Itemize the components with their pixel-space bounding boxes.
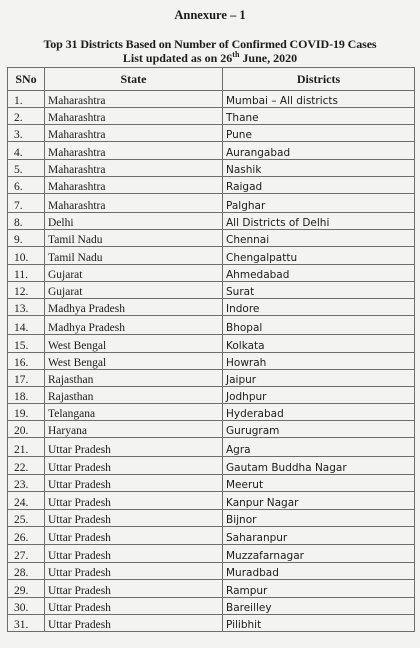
- table-row: [8, 404, 415, 421]
- table-row: [8, 142, 415, 160]
- header-sno: SNo: [8, 68, 45, 91]
- table-row: [8, 387, 415, 404]
- table-row: [8, 194, 415, 213]
- row-district: Kolkata: [223, 335, 415, 353]
- row-state: Madhya Pradesh: [45, 316, 223, 335]
- table-row: [8, 177, 415, 194]
- table-row: [8, 353, 415, 370]
- row-state: Gujarat: [45, 282, 223, 299]
- table-row: [8, 299, 415, 316]
- row-district: Howrah: [223, 353, 415, 370]
- table-row: [8, 282, 415, 299]
- table-row: [8, 108, 415, 125]
- row-state: Uttar Pradesh: [45, 438, 223, 457]
- row-state: Uttar Pradesh: [45, 457, 223, 475]
- table-row: [8, 438, 415, 457]
- row-state: Maharashtra: [45, 125, 223, 142]
- row-state: Uttar Pradesh: [45, 545, 223, 563]
- row-sno: 18.: [8, 387, 45, 404]
- row-sno: 4.: [8, 142, 45, 160]
- row-sno: 29.: [8, 580, 45, 598]
- row-sno: 8.: [8, 213, 45, 230]
- row-district: Gautam Buddha Nagar: [223, 457, 415, 475]
- row-district: Pune: [223, 125, 415, 142]
- row-sno: 20.: [8, 421, 45, 438]
- row-district: Bijnor: [223, 510, 415, 527]
- row-sno: 12.: [8, 282, 45, 299]
- table-row: [8, 160, 415, 177]
- row-district: Bareilley: [223, 598, 415, 615]
- row-state: Maharashtra: [45, 160, 223, 177]
- subtitle-prefix: List updated as on 26: [122, 51, 233, 65]
- subtitle-suffix: June, 2020: [239, 51, 298, 65]
- row-sno: 26.: [8, 527, 45, 545]
- table-header-row: [8, 68, 415, 91]
- table-row: [8, 247, 415, 265]
- table-title: Top 31 Districts Based on Number of Confirmed COVID-19 Cases: [43, 37, 377, 51]
- row-sno: 13.: [8, 299, 45, 316]
- row-sno: 24.: [8, 492, 45, 510]
- districts-table: [7, 67, 415, 632]
- subtitle-superscript: th: [232, 50, 240, 59]
- row-sno: 7.: [8, 194, 45, 213]
- row-state: Maharashtra: [45, 91, 223, 108]
- row-state: Uttar Pradesh: [45, 615, 223, 632]
- row-sno: 10.: [8, 247, 45, 265]
- row-sno: 2.: [8, 108, 45, 125]
- table-row: [8, 316, 415, 335]
- row-sno: 15.: [8, 335, 45, 353]
- row-district: Meerut: [223, 475, 415, 492]
- row-district: Chennai: [223, 230, 415, 247]
- table-row: [8, 615, 415, 632]
- row-state: Maharashtra: [45, 142, 223, 160]
- table-row: [8, 213, 415, 230]
- row-sno: 21.: [8, 438, 45, 457]
- table-body: [8, 91, 415, 632]
- header-state: State: [45, 68, 223, 91]
- row-state: Madhya Pradesh: [45, 299, 223, 316]
- row-state: Tamil Nadu: [45, 230, 223, 247]
- row-sno: 28.: [8, 563, 45, 580]
- table-row: [8, 475, 415, 492]
- row-district: Saharanpur: [223, 527, 415, 545]
- row-district: Chengalpattu: [223, 247, 415, 265]
- row-state: Rajasthan: [45, 387, 223, 404]
- row-state: Haryana: [45, 421, 223, 438]
- row-state: Maharashtra: [45, 194, 223, 213]
- row-district: Palghar: [223, 194, 415, 213]
- row-state: Maharashtra: [45, 108, 223, 125]
- annexure-heading: Annexure – 1: [174, 8, 246, 22]
- row-state: Delhi: [45, 213, 223, 230]
- row-state: Telangana: [45, 404, 223, 421]
- row-state: Maharashtra: [45, 177, 223, 194]
- row-district: Jaipur: [223, 370, 415, 387]
- table-row: [8, 545, 415, 563]
- row-district: Agra: [223, 438, 415, 457]
- header-districts: Districts: [223, 68, 415, 91]
- row-state: Uttar Pradesh: [45, 510, 223, 527]
- table-row: [8, 125, 415, 142]
- row-district: Aurangabad: [223, 142, 415, 160]
- row-district: Surat: [223, 282, 415, 299]
- row-district: Muradbad: [223, 563, 415, 580]
- table-row: [8, 580, 415, 598]
- row-sno: 27.: [8, 545, 45, 563]
- row-district: Muzzafarnagar: [223, 545, 415, 563]
- row-district: Rampur: [223, 580, 415, 598]
- row-state: Uttar Pradesh: [45, 475, 223, 492]
- row-district: Nashik: [223, 160, 415, 177]
- row-state: West Bengal: [45, 353, 223, 370]
- row-sno: 6.: [8, 177, 45, 194]
- row-district: Pilibhit: [223, 615, 415, 632]
- row-sno: 31.: [8, 615, 45, 632]
- row-sno: 19.: [8, 404, 45, 421]
- row-sno: 9.: [8, 230, 45, 247]
- row-state: West Bengal: [45, 335, 223, 353]
- table-row: [8, 492, 415, 510]
- table-row: [8, 527, 415, 545]
- row-district: Thane: [223, 108, 415, 125]
- row-sno: 1.: [8, 91, 45, 108]
- table-row: [8, 91, 415, 108]
- row-district: All Districts of Delhi: [223, 213, 415, 230]
- row-state: Uttar Pradesh: [45, 563, 223, 580]
- row-state: Tamil Nadu: [45, 247, 223, 265]
- table-row: [8, 421, 415, 438]
- row-sno: 23.: [8, 475, 45, 492]
- row-district: Jodhpur: [223, 387, 415, 404]
- row-sno: 3.: [8, 125, 45, 142]
- table-row: [8, 598, 415, 615]
- table-subtitle: [0, 50, 420, 66]
- row-district: Hyderabad: [223, 404, 415, 421]
- row-district: Indore: [223, 299, 415, 316]
- row-state: Uttar Pradesh: [45, 492, 223, 510]
- row-state: Gujarat: [45, 265, 223, 282]
- row-sno: 5.: [8, 160, 45, 177]
- row-district: Gurugram: [223, 421, 415, 438]
- row-sno: 11.: [8, 265, 45, 282]
- row-state: Uttar Pradesh: [45, 598, 223, 615]
- table-row: [8, 370, 415, 387]
- table-row: [8, 510, 415, 527]
- row-district: Bhopal: [223, 316, 415, 335]
- row-district: Kanpur Nagar: [223, 492, 415, 510]
- row-sno: 30.: [8, 598, 45, 615]
- row-sno: 25.: [8, 510, 45, 527]
- row-district: Raigad: [223, 177, 415, 194]
- table-row: [8, 265, 415, 282]
- table-row: [8, 230, 415, 247]
- row-sno: 14.: [8, 316, 45, 335]
- row-state: Rajasthan: [45, 370, 223, 387]
- row-district: Ahmedabad: [223, 265, 415, 282]
- row-sno: 16.: [8, 353, 45, 370]
- row-sno: 22.: [8, 457, 45, 475]
- table-row: [8, 335, 415, 353]
- table-row: [8, 563, 415, 580]
- row-district: Mumbai – All districts: [223, 91, 415, 108]
- table-row: [8, 457, 415, 475]
- row-state: Uttar Pradesh: [45, 527, 223, 545]
- row-sno: 17.: [8, 370, 45, 387]
- row-state: Uttar Pradesh: [45, 580, 223, 598]
